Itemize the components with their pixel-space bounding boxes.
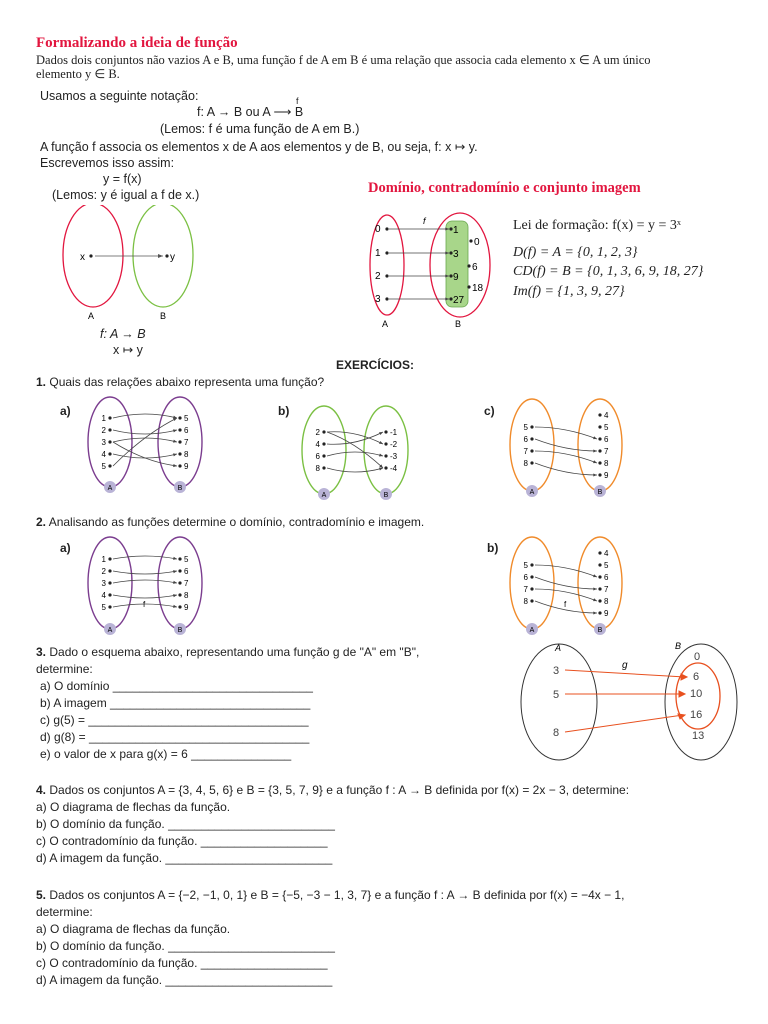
left-dot bbox=[530, 563, 533, 566]
left-elem: 5 bbox=[101, 603, 106, 612]
q3-a-8: 8 bbox=[553, 727, 560, 739]
domain-set-b-label: B bbox=[455, 319, 462, 329]
right-dot bbox=[598, 449, 601, 452]
q2a-diagram bbox=[80, 533, 220, 641]
set-a-ellipse bbox=[510, 537, 554, 629]
right-dot bbox=[598, 425, 601, 428]
generic-caption-2: x ↦ y bbox=[113, 343, 143, 357]
q3-b-10: 10 bbox=[690, 688, 703, 700]
domain-a-dot bbox=[385, 227, 388, 230]
q3-item-c: c) g(5) = _________________________________ bbox=[40, 713, 309, 727]
right-elem: -3 bbox=[390, 452, 398, 461]
q3-arrow-3-6 bbox=[565, 670, 685, 677]
mapping-arrow bbox=[113, 595, 177, 598]
left-dot bbox=[108, 464, 111, 467]
left-elem: 6 bbox=[523, 435, 528, 444]
q3-items bbox=[40, 678, 313, 763]
left-elem: 2 bbox=[101, 567, 106, 576]
domain-a-elem: 3 bbox=[375, 294, 381, 305]
mapping-arrow bbox=[327, 432, 383, 468]
left-elem: 7 bbox=[523, 447, 528, 456]
q5-item-b: b) O domínio da função. _________________________ bbox=[36, 939, 335, 953]
q1b-diagram bbox=[296, 398, 426, 503]
domain-set-a-label: A bbox=[382, 319, 389, 329]
q5-prompt-2: determine: bbox=[36, 905, 93, 919]
mapping-arrow-head bbox=[593, 460, 597, 463]
q3-item-e: e) o valor de x para g(x) = 6 _______________ bbox=[40, 747, 292, 761]
right-dot bbox=[598, 413, 601, 416]
domain-b-extra-elem: 6 bbox=[472, 262, 478, 273]
q3-a-3: 3 bbox=[553, 665, 560, 677]
right-dot bbox=[598, 551, 601, 554]
right-dot bbox=[598, 473, 601, 476]
q4-item-a: a) O diagrama de flechas da função. bbox=[36, 800, 231, 814]
right-elem: 5 bbox=[184, 555, 189, 564]
right-dot bbox=[178, 416, 181, 419]
formation-rule: Lei de formação: f(x) = y = 3ˣ bbox=[513, 218, 681, 233]
q2a-label: a) bbox=[60, 541, 71, 555]
set-a-label: A bbox=[107, 627, 113, 634]
mapping-arrow bbox=[113, 442, 177, 466]
element-y: y bbox=[170, 252, 175, 263]
mapping-arrow bbox=[327, 468, 383, 472]
q3-prompt-2: determine: bbox=[36, 662, 93, 676]
domain-a-dot bbox=[385, 297, 388, 300]
right-elem: 9 bbox=[604, 471, 609, 480]
mapping-arrow-head bbox=[379, 453, 383, 456]
right-dot bbox=[384, 466, 387, 469]
mapping-arrow bbox=[327, 452, 383, 456]
right-dot bbox=[178, 464, 181, 467]
right-elem: -4 bbox=[390, 464, 398, 473]
left-elem: 5 bbox=[101, 462, 106, 471]
right-elem: 9 bbox=[184, 462, 189, 471]
notation-formula: f: A → B ou A ⟶ B bbox=[197, 105, 304, 119]
domain-a-dot bbox=[385, 251, 388, 254]
left-dot bbox=[530, 461, 533, 464]
write-read: (Lemos: y é igual a f de x.) bbox=[52, 188, 200, 202]
right-elem: 7 bbox=[184, 438, 189, 447]
q3-item-b: b) A imagem ______________________________ bbox=[40, 696, 311, 710]
mapping-arrow-head bbox=[173, 594, 177, 597]
left-dot bbox=[108, 593, 111, 596]
left-elem: 4 bbox=[315, 440, 320, 449]
mapping-arrow-head bbox=[593, 611, 597, 614]
set-b-label: B bbox=[597, 489, 603, 496]
left-dot bbox=[108, 569, 111, 572]
q3-b-13: 13 bbox=[692, 730, 705, 742]
left-dot bbox=[322, 466, 325, 469]
left-elem: 6 bbox=[315, 452, 320, 461]
right-elem: 6 bbox=[184, 567, 189, 576]
right-elem: 5 bbox=[604, 561, 609, 570]
left-dot bbox=[108, 416, 111, 419]
right-dot bbox=[598, 575, 601, 578]
q3-set-a-label: A bbox=[555, 643, 562, 653]
domain-b-extra-dot bbox=[467, 285, 470, 288]
left-elem: 4 bbox=[101, 450, 106, 459]
q3-item-d: d) g(8) = _________________________________ bbox=[40, 730, 310, 744]
right-elem: 8 bbox=[604, 597, 609, 606]
set-a-label: A bbox=[529, 489, 535, 496]
q3-b-0: 0 bbox=[694, 651, 701, 663]
mapping-arrow bbox=[535, 427, 597, 439]
q4-item-c: c) O contradomínio da função. ___________________ bbox=[36, 834, 328, 848]
left-elem: 8 bbox=[523, 597, 528, 606]
domain-a-elem: 2 bbox=[375, 271, 381, 282]
left-elem: 2 bbox=[101, 426, 106, 435]
q1b-label: b) bbox=[278, 404, 290, 418]
mapping-arrow bbox=[535, 577, 597, 589]
set-b-label: B bbox=[383, 492, 389, 499]
right-dot bbox=[178, 569, 181, 572]
element-x: x bbox=[80, 252, 85, 263]
set-b-label: B bbox=[177, 485, 183, 492]
left-elem: 5 bbox=[523, 561, 528, 570]
right-dot bbox=[178, 440, 181, 443]
left-dot bbox=[322, 430, 325, 433]
domain-section-title: Domínio, contradomínio e conjunto imagem bbox=[368, 180, 641, 196]
right-elem: 7 bbox=[604, 585, 609, 594]
left-dot bbox=[530, 575, 533, 578]
assoc-text: A função f associa os elementos x de A aos elementos y de B, ou seja, f: x ↦ y. bbox=[40, 140, 478, 154]
right-dot bbox=[384, 430, 387, 433]
right-dot bbox=[178, 557, 181, 560]
q3-a-5: 5 bbox=[553, 689, 560, 701]
q2b-diagram bbox=[502, 533, 632, 641]
q5-prompt-1: 5. Dados os conjuntos A = {−2, −1, 0, 1} e B = {−5, −3 − 1, 3, 7} e a função f : A → B definida por f(x) = −4x − 1, bbox=[36, 888, 625, 902]
domain-b-image-elem: 27 bbox=[453, 295, 465, 306]
q1a-label: a) bbox=[60, 404, 71, 418]
right-elem: 5 bbox=[604, 423, 609, 432]
mapping-arrow-head bbox=[593, 473, 597, 476]
mapping-arrow-head bbox=[593, 436, 597, 439]
mapping-arrow-head bbox=[173, 557, 177, 560]
left-elem: 1 bbox=[101, 414, 106, 423]
definition-line-2: elemento y ∈ B. bbox=[36, 67, 120, 81]
generic-caption-1: f: A → B bbox=[100, 327, 146, 341]
right-elem: 8 bbox=[604, 459, 609, 468]
left-dot bbox=[108, 428, 111, 431]
mapping-arrow-head bbox=[593, 574, 597, 577]
right-elem: 4 bbox=[604, 549, 609, 558]
diagram-generic-function bbox=[55, 205, 205, 325]
q3-b-16: 16 bbox=[690, 709, 703, 721]
domain-b-extra-dot bbox=[467, 264, 470, 267]
codomain-text: CD(f) = B = {0, 1, 3, 6, 9, 18, 27} bbox=[513, 264, 704, 279]
mapping-arrow bbox=[113, 580, 177, 583]
domain-a-elem: 0 bbox=[375, 224, 381, 235]
mapping-arrow bbox=[113, 571, 177, 574]
left-dot bbox=[108, 581, 111, 584]
set-a-label: A bbox=[107, 485, 113, 492]
set-a-ellipse bbox=[302, 406, 346, 494]
notation-arrow-label: f bbox=[296, 96, 299, 106]
q3-arrow-8-16 bbox=[565, 715, 683, 732]
right-dot bbox=[384, 454, 387, 457]
domain-b-extra-elem: 18 bbox=[472, 283, 484, 294]
set-b-ellipse bbox=[578, 399, 622, 491]
left-dot bbox=[530, 599, 533, 602]
left-elem: 8 bbox=[315, 464, 320, 473]
right-dot bbox=[598, 437, 601, 440]
set-a-label: A bbox=[88, 311, 95, 321]
set-b-label: B bbox=[597, 627, 603, 634]
right-elem: 8 bbox=[184, 591, 189, 600]
write-label: Escrevemos isso assim: bbox=[40, 156, 175, 170]
right-elem: 4 bbox=[604, 411, 609, 420]
mapping-arrow bbox=[113, 556, 177, 559]
q4-items bbox=[36, 799, 335, 867]
q3-item-a: a) O domínio ______________________________ bbox=[40, 679, 313, 693]
right-elem: 6 bbox=[184, 426, 189, 435]
image-text: Im(f) = {1, 3, 9, 27} bbox=[513, 284, 625, 299]
q2-prompt: 2. Analisando as funções determine o domínio, contradomínio e imagem. bbox=[36, 515, 425, 529]
left-dot bbox=[530, 587, 533, 590]
q1c-diagram bbox=[502, 395, 632, 503]
right-elem: 5 bbox=[184, 414, 189, 423]
mapping-arrow-head bbox=[173, 570, 177, 573]
q3-set-a-ellipse bbox=[521, 644, 597, 760]
left-dot bbox=[108, 605, 111, 608]
domain-b-extra-elem: 0 bbox=[474, 237, 480, 248]
right-elem: 7 bbox=[184, 579, 189, 588]
q1-prompt: 1. Quais das relações abaixo representa uma função? bbox=[36, 375, 325, 389]
right-elem: 7 bbox=[604, 447, 609, 456]
page-title: Formalizando a ideia de função bbox=[36, 35, 238, 51]
mapping-arrow-head bbox=[173, 605, 177, 608]
q2b-label: b) bbox=[487, 541, 499, 555]
domain-b-image-elem: 1 bbox=[453, 225, 459, 236]
right-dot bbox=[598, 563, 601, 566]
mapping-arrow bbox=[535, 463, 597, 475]
left-elem: 5 bbox=[523, 423, 528, 432]
left-dot bbox=[108, 452, 111, 455]
set-b-ellipse bbox=[364, 406, 408, 494]
mapping-arrow bbox=[535, 565, 597, 577]
left-elem: 2 bbox=[315, 428, 320, 437]
mapping-arrow bbox=[113, 430, 177, 434]
right-elem: 8 bbox=[184, 450, 189, 459]
left-dot bbox=[108, 557, 111, 560]
q5-items bbox=[36, 921, 335, 989]
domain-b-image-elem: 3 bbox=[453, 249, 459, 260]
left-elem: 1 bbox=[101, 555, 106, 564]
mapping-arrow bbox=[535, 439, 597, 451]
left-dot bbox=[322, 442, 325, 445]
set-a-ellipse bbox=[510, 399, 554, 491]
q1c-label: c) bbox=[484, 404, 495, 418]
q4-item-d: d) A imagem da função. _________________________ bbox=[36, 851, 333, 865]
q5-item-d: d) A imagem da função. _________________________ bbox=[36, 973, 333, 987]
left-dot bbox=[530, 425, 533, 428]
f-label: f bbox=[423, 216, 426, 226]
mapping-arrow bbox=[113, 438, 177, 442]
f-label: f bbox=[143, 600, 146, 609]
q4-prompt: 4. Dados os conjuntos A = {3, 4, 5, 6} e B = {3, 5, 7, 9} e a função f : A → B definida por f(x) = 2x − 3, determine: bbox=[36, 783, 630, 797]
f-label: f bbox=[564, 600, 567, 609]
mapping-arrow bbox=[113, 414, 177, 418]
notation-read: (Lemos: f é uma função de A em B.) bbox=[160, 122, 360, 136]
write-formula: y = f(x) bbox=[103, 172, 142, 186]
right-elem: -1 bbox=[390, 428, 398, 437]
right-dot bbox=[598, 587, 601, 590]
domain-a-elem: 1 bbox=[375, 248, 381, 259]
set-a-label: A bbox=[529, 627, 535, 634]
set-a-label: A bbox=[321, 492, 327, 499]
right-dot bbox=[178, 593, 181, 596]
right-dot bbox=[598, 461, 601, 464]
q4-item-b: b) O domínio da função. _________________________ bbox=[36, 817, 335, 831]
q1a-diagram bbox=[80, 395, 220, 500]
left-elem: 3 bbox=[101, 438, 106, 447]
right-dot bbox=[178, 605, 181, 608]
right-elem: 9 bbox=[604, 609, 609, 618]
q3-prompt-1: 3. Dado o esquema abaixo, representando uma função g de "A" em "B", bbox=[36, 645, 420, 659]
right-elem: -2 bbox=[390, 440, 398, 449]
domain-b-image-elem: 9 bbox=[453, 272, 459, 283]
mapping-arrow-head bbox=[593, 449, 597, 452]
domain-a-dot bbox=[385, 274, 388, 277]
definition-line-1: Dados dois conjuntos não vazios A e B, uma função f de A em B é uma relação que associa cada elemento x ∈ A um único bbox=[36, 53, 651, 67]
mapping-arrow bbox=[113, 454, 177, 458]
set-b-label: B bbox=[177, 627, 183, 634]
q3-b-6: 6 bbox=[693, 671, 700, 683]
left-elem: 4 bbox=[101, 591, 106, 600]
mapping-arrow bbox=[113, 418, 177, 466]
right-elem: 6 bbox=[604, 573, 609, 582]
domain-b-extra-dot bbox=[469, 239, 472, 242]
notation-label: Usamos a seguinte notação: bbox=[40, 89, 199, 103]
q3-g-label: g bbox=[622, 660, 628, 671]
domain-text: D(f) = A = {0, 1, 2, 3} bbox=[513, 245, 638, 260]
right-dot bbox=[178, 428, 181, 431]
set-b-label: B bbox=[160, 311, 167, 321]
mapping-arrow-head bbox=[173, 581, 177, 584]
right-dot bbox=[178, 581, 181, 584]
right-dot bbox=[598, 599, 601, 602]
right-dot bbox=[178, 452, 181, 455]
left-elem: 3 bbox=[101, 579, 106, 588]
mapping-arrow-head bbox=[593, 598, 597, 601]
left-elem: 8 bbox=[523, 459, 528, 468]
mapping-arrow bbox=[535, 451, 597, 463]
left-dot bbox=[322, 454, 325, 457]
mapping-arrow-head bbox=[593, 587, 597, 590]
q3-diagram bbox=[515, 640, 740, 765]
right-elem: 6 bbox=[604, 435, 609, 444]
q5-item-a: a) O diagrama de flechas da função. bbox=[36, 922, 231, 936]
left-dot bbox=[530, 437, 533, 440]
q5-item-c: c) O contradomínio da função. ___________________ bbox=[36, 956, 328, 970]
left-dot bbox=[108, 440, 111, 443]
set-b-ellipse bbox=[578, 537, 622, 629]
diagram-exponential bbox=[365, 205, 505, 333]
left-dot bbox=[530, 449, 533, 452]
right-dot bbox=[384, 442, 387, 445]
left-elem: 7 bbox=[523, 585, 528, 594]
right-dot bbox=[598, 611, 601, 614]
right-elem: 9 bbox=[184, 603, 189, 612]
exercises-heading: EXERCÍCIOS: bbox=[336, 358, 415, 372]
left-elem: 6 bbox=[523, 573, 528, 582]
q3-set-b-label: B bbox=[675, 641, 682, 651]
